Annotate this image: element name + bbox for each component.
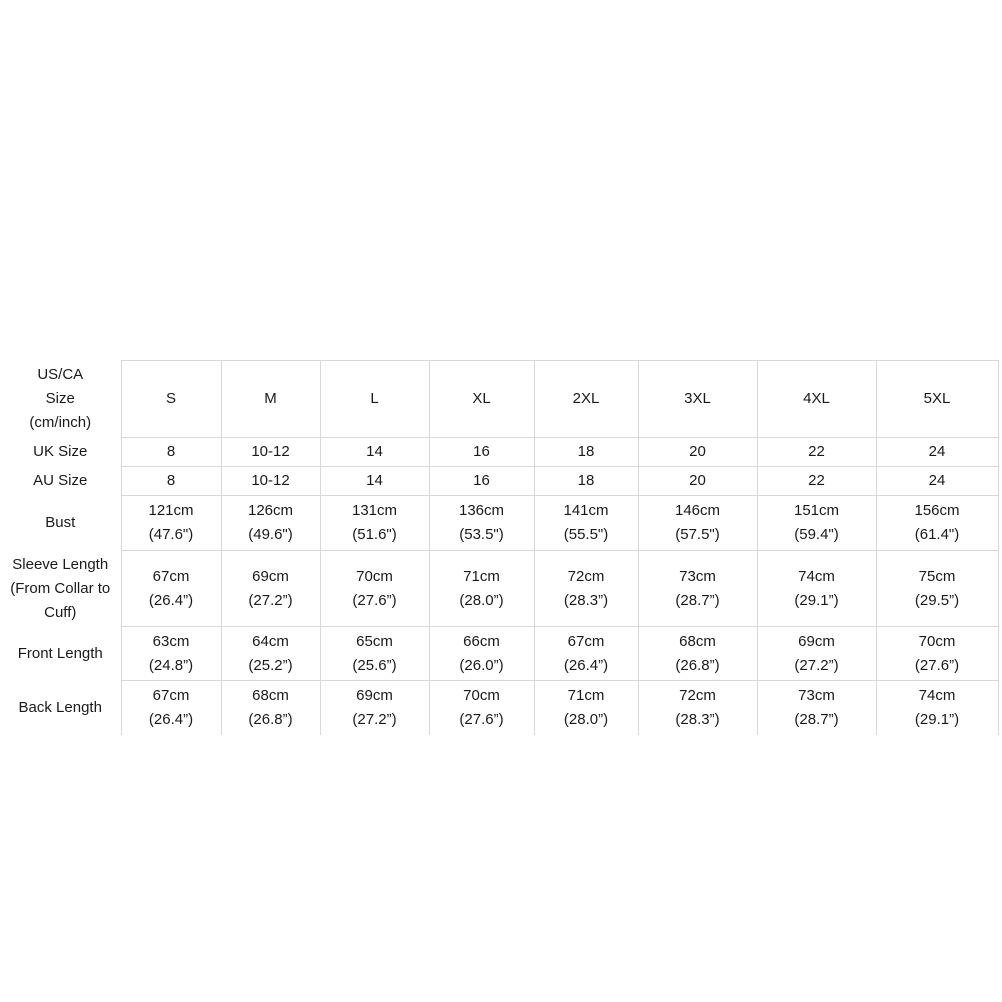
- uk-size-row: [0, 438, 998, 467]
- table-cell: 24: [876, 467, 998, 496]
- cm-value: 69cm: [798, 632, 835, 650]
- size-header-s: S: [121, 361, 221, 438]
- table-cell: 20: [638, 467, 757, 496]
- table-cell: [876, 627, 998, 681]
- inch-value: (27.6”): [914, 656, 960, 674]
- table-cell: 10-12: [221, 438, 320, 467]
- table-cell: [320, 496, 429, 551]
- table-cell: [221, 681, 320, 735]
- inch-value: (26.8”): [675, 656, 720, 674]
- table-cell: [757, 627, 876, 681]
- cm-value: 69cm: [252, 567, 289, 585]
- table-cell: [320, 551, 429, 627]
- table-cell: [320, 681, 429, 735]
- table-cell: [121, 496, 221, 551]
- table-cell: 22: [757, 438, 876, 467]
- table-cell: [429, 627, 534, 681]
- cm-value: 74cm: [918, 686, 956, 704]
- inch-value: (53.5"): [459, 526, 504, 543]
- inch-value: (26.0”): [459, 656, 504, 674]
- cm-value: 71cm: [463, 567, 500, 585]
- table-cell: 16: [429, 438, 534, 467]
- inch-value: (57.5"): [675, 526, 720, 543]
- table-cell: 18: [534, 467, 638, 496]
- table-cell: [757, 496, 876, 551]
- row-label-line: Cuff): [44, 603, 77, 621]
- table-cell: 24: [876, 438, 998, 467]
- cm-value: 63cm: [152, 632, 190, 650]
- au-size-row: [0, 467, 998, 496]
- inch-value: (55.5"): [563, 526, 609, 543]
- inch-value: (28.3”): [563, 591, 609, 609]
- table-cell: 18: [534, 438, 638, 467]
- table-cell: 14: [320, 438, 429, 467]
- size-header-4xl: 4XL: [757, 361, 876, 438]
- table-cell: [429, 681, 534, 735]
- cm-value: 68cm: [252, 686, 289, 704]
- size-header-m: M: [221, 361, 320, 438]
- cm-value: 65cm: [356, 632, 393, 650]
- cm-value: 67cm: [152, 567, 190, 585]
- cm-value: 70cm: [463, 686, 500, 704]
- row-label-line: (From Collar to: [10, 579, 111, 597]
- inch-value: (26.4”): [148, 710, 194, 728]
- cm-value: 74cm: [798, 567, 835, 585]
- header-label-line: Size: [45, 390, 75, 407]
- cm-value: 70cm: [918, 632, 956, 650]
- inch-value: (28.7”): [794, 710, 839, 728]
- table-cell: [876, 496, 998, 551]
- inch-value: (26.4”): [148, 591, 194, 609]
- table-cell: [320, 627, 429, 681]
- cm-value: 70cm: [356, 567, 393, 585]
- inch-value: (26.8”): [248, 710, 293, 728]
- inch-value: (27.2”): [248, 591, 293, 609]
- row-label-au-size: AU Size: [0, 467, 121, 496]
- table-cell: [638, 681, 757, 735]
- cm-value: 67cm: [567, 632, 605, 650]
- cm-value: 151cm: [793, 502, 840, 519]
- table-cell: 8: [121, 467, 221, 496]
- table-cell: [429, 496, 534, 551]
- size-chart-table: [0, 360, 999, 735]
- size-header-2xl: 2XL: [534, 361, 638, 438]
- table-cell: 16: [429, 467, 534, 496]
- inch-value: (61.4"): [914, 526, 960, 543]
- inch-value: (26.4”): [563, 656, 609, 674]
- size-header-3xl: 3XL: [638, 361, 757, 438]
- table-cell: [121, 627, 221, 681]
- row-label-front-length: Front Length: [0, 627, 121, 681]
- table-cell: 10-12: [221, 467, 320, 496]
- size-header-l: L: [320, 361, 429, 438]
- inch-value: (29.1”): [914, 710, 960, 728]
- inch-value: (51.6"): [352, 526, 397, 543]
- inch-value: (27.2”): [794, 656, 839, 674]
- size-header-5xl: 5XL: [876, 361, 998, 438]
- cm-value: 72cm: [679, 686, 716, 704]
- table-cell: [534, 496, 638, 551]
- table-cell: [534, 627, 638, 681]
- sleeve-length-row: [0, 551, 998, 627]
- inch-value: (27.6”): [352, 591, 397, 609]
- table-cell: [757, 681, 876, 735]
- inch-value: (28.0”): [459, 591, 504, 609]
- bust-row: [0, 496, 998, 551]
- inch-value: (27.2”): [352, 710, 397, 728]
- table-cell: [638, 496, 757, 551]
- cm-value: 141cm: [563, 502, 609, 519]
- table-cell: [221, 627, 320, 681]
- table-cell: [221, 551, 320, 627]
- inch-value: (28.0”): [563, 710, 609, 728]
- row-label-sleeve-length: [0, 551, 121, 627]
- cm-value: 68cm: [679, 632, 716, 650]
- inch-value: (47.6"): [148, 526, 194, 543]
- table-cell: [534, 551, 638, 627]
- cm-value: 64cm: [252, 632, 289, 650]
- header-label: [0, 361, 121, 438]
- size-header-xl: XL: [429, 361, 534, 438]
- inch-value: (25.2”): [248, 656, 293, 674]
- table-cell: [876, 551, 998, 627]
- table-cell: [429, 551, 534, 627]
- cm-value: 136cm: [458, 502, 505, 519]
- table-cell: 8: [121, 438, 221, 467]
- header-label-line: (cm/inch): [29, 414, 92, 431]
- cm-value: 69cm: [356, 686, 393, 704]
- inch-value: (27.6”): [459, 710, 504, 728]
- inch-value: (24.8”): [148, 656, 194, 674]
- inch-value: (29.5”): [914, 591, 960, 609]
- table-cell: [876, 681, 998, 735]
- header-row: [0, 361, 998, 438]
- header-label-line: US/CA: [37, 366, 84, 383]
- row-label-back-length: Back Length: [0, 681, 121, 735]
- table-cell: [121, 681, 221, 735]
- back-length-row: [0, 681, 998, 735]
- inch-value: (28.7”): [675, 591, 720, 609]
- cm-value: 73cm: [679, 567, 716, 585]
- inch-value: (28.3”): [675, 710, 720, 728]
- cm-value: 66cm: [463, 632, 500, 650]
- row-label-line: Sleeve Length: [12, 555, 109, 573]
- table-cell: 14: [320, 467, 429, 496]
- table-cell: [757, 551, 876, 627]
- inch-value: (49.6"): [248, 526, 293, 543]
- cm-value: 75cm: [918, 567, 956, 585]
- row-label-bust: Bust: [0, 496, 121, 551]
- cm-value: 126cm: [247, 502, 294, 519]
- cm-value: 121cm: [148, 502, 194, 519]
- inch-value: (29.1”): [794, 591, 839, 609]
- cm-value: 73cm: [798, 686, 835, 704]
- table-cell: [638, 551, 757, 627]
- table-cell: [221, 496, 320, 551]
- row-label-uk-size: UK Size: [0, 438, 121, 467]
- cm-value: 146cm: [674, 502, 721, 519]
- inch-value: (25.6”): [352, 656, 397, 674]
- cm-value: 67cm: [152, 686, 190, 704]
- cm-value: 71cm: [567, 686, 605, 704]
- table-cell: [534, 681, 638, 735]
- table-cell: [638, 627, 757, 681]
- cm-value: 72cm: [567, 567, 605, 585]
- inch-value: (59.4"): [794, 526, 839, 543]
- table-cell: 20: [638, 438, 757, 467]
- table-cell: [121, 551, 221, 627]
- cm-value: 156cm: [914, 502, 960, 519]
- cm-value: 131cm: [351, 502, 398, 519]
- front-length-row: [0, 627, 998, 681]
- table-cell: 22: [757, 467, 876, 496]
